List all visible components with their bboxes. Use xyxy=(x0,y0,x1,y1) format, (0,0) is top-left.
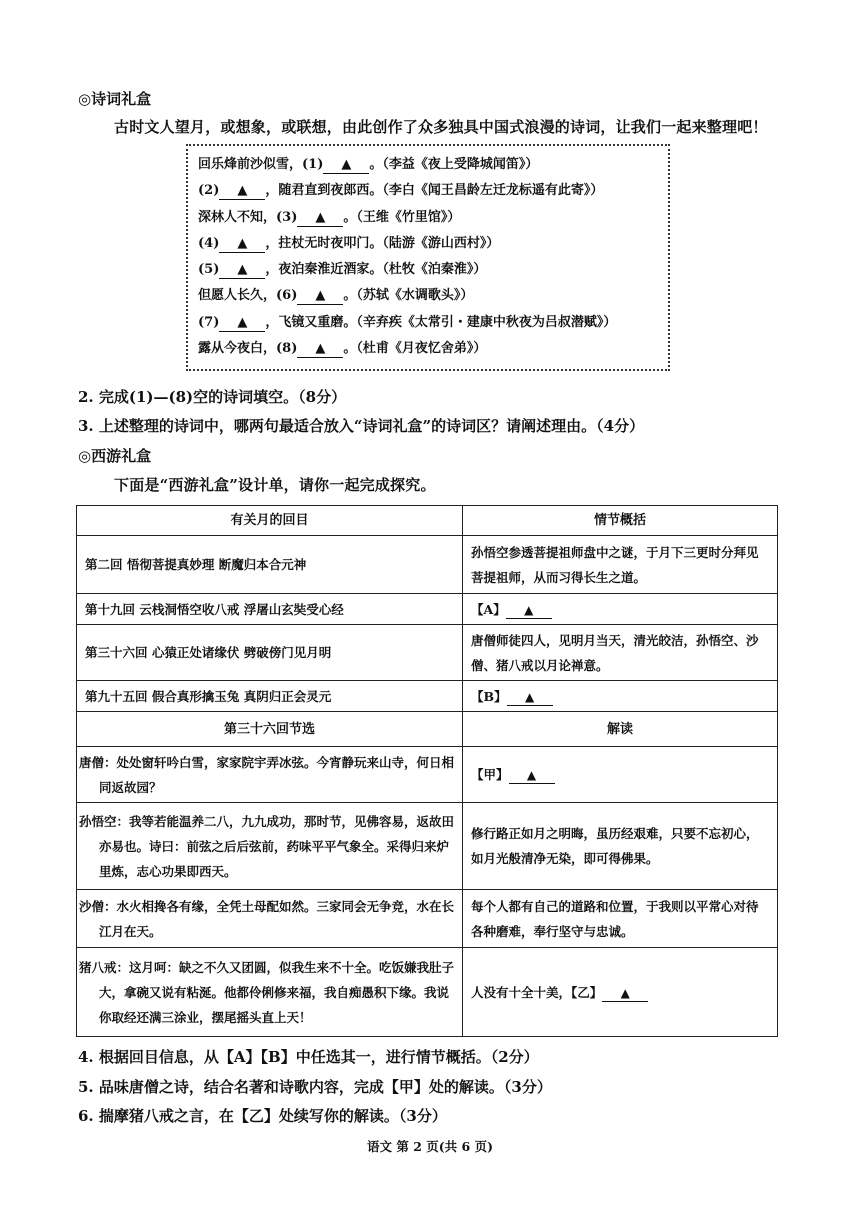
fill-blank[interactable]: ▲ xyxy=(297,288,343,305)
reading-cell: 修行路正如月之明晦，虽历经艰难，只要不忘初心，如月光般清净无染，即可得佛果。 xyxy=(463,803,778,890)
table-row xyxy=(77,890,778,948)
reading-cell: 每个人都有自己的道路和位置，于我则以平常心对待各种磨难，奉行坚守与忠诚。 xyxy=(463,890,778,948)
poem-box xyxy=(186,144,670,371)
excerpt-cell: 孙悟空：我等若能温养二八，九九成功，那时节，见佛容易，返故田亦易也。诗曰：前弦之后后弦前，药味平平气象全。采得归来炉里炼，志心功果即西天。 xyxy=(77,803,463,890)
chapter-cell: 第三十六回 心猿正处诸缘伏 劈破傍门见月明 xyxy=(77,625,463,681)
table-header-row xyxy=(77,506,778,536)
poem-line: 露从今夜白，(8) ▲ 。（杜甫《月夜忆舍弟》） xyxy=(198,341,487,357)
summary-cell[interactable]: 【B】 ▲ xyxy=(463,681,778,712)
fill-blank[interactable]: ▲ xyxy=(219,262,265,279)
page-footer: 语文 第 2 页(共 6 页) xyxy=(367,1139,493,1154)
question-6: 6. 揣摩猪八戒之言，在【乙】处续写你的解读。（3分） xyxy=(78,1107,447,1125)
question-5: 5. 品味唐僧之诗，结合名著和诗歌内容，完成【甲】处的解读。（3分） xyxy=(78,1078,552,1096)
chapter-cell: 第九十五回 假合真形擒玉兔 真阴归正会灵元 xyxy=(77,681,463,712)
question-2: 2. 完成(1)—(8)空的诗词填空。（8分） xyxy=(78,388,347,406)
poem-line: (5) ▲ ，夜泊秦淮近酒家。（杜牧《泊秦淮》） xyxy=(198,262,487,278)
question-3: 3. 上述整理的诗词中，哪两句最适合放入“诗词礼盒”的诗词区？请阐述理由。（4分） xyxy=(78,417,645,435)
summary-cell: 孙悟空参透菩提祖师盘中之谜，于月下三更时分拜见菩提祖师，从而习得长生之道。 xyxy=(463,536,778,594)
summary-cell[interactable]: 【A】 ▲ xyxy=(463,594,778,625)
poem-line: (2) ▲ ，随君直到夜郎西。（李白《闻王昌龄左迁龙标遥有此寄》） xyxy=(198,183,604,199)
section-heading-xiyou: ◎西游礼盒 xyxy=(78,447,152,465)
question-4: 4. 根据回目信息，从【A】【B】中任选其一，进行情节概括。（2分） xyxy=(78,1048,539,1066)
fill-blank[interactable]: ▲ xyxy=(323,157,369,174)
fill-blank[interactable]: ▲ xyxy=(509,767,555,784)
design-table xyxy=(76,505,778,1037)
chapter-cell: 第十九回 云栈洞悟空收八戒 浮屠山玄奘受心经 xyxy=(77,594,463,625)
fill-blank[interactable]: ▲ xyxy=(507,689,553,706)
table-header-cell: 第三十六回节选 xyxy=(77,712,463,747)
fill-blank[interactable]: ▲ xyxy=(506,602,552,619)
fill-blank[interactable]: ▲ xyxy=(297,341,343,358)
poem-line: 但愿人长久，(6) ▲ 。（苏轼《水调歌头》） xyxy=(198,288,474,304)
reading-cell[interactable]: 人没有十全十美，【乙】 ▲ xyxy=(463,948,778,1037)
poem-line: (7) ▲ ，飞镜又重磨。（辛弃疾《太常引・建康中秋夜为吕叔潜赋》） xyxy=(198,314,617,330)
section-heading-poetry: ◎诗词礼盒 xyxy=(78,90,152,108)
table-row xyxy=(77,948,778,1037)
table-header-cell: 解读 xyxy=(463,712,778,747)
table-row xyxy=(77,594,778,625)
section-intro-poetry: 古时文人望月，或想象，或联想，由此创作了众多独具中国式浪漫的诗词，让我们一起来整理吧！ xyxy=(114,118,768,136)
chapter-cell: 第二回 悟彻菩提真妙理 断魔归本合元神 xyxy=(77,536,463,594)
table-row xyxy=(77,625,778,681)
fill-blank[interactable]: ▲ xyxy=(602,985,648,1002)
excerpt-cell: 猪八戒：这月呵：缺之不久又团圆，似我生来不十全。吃饭嫌我肚子大，拿碗又说有粘涎。他都伶俐修来福，我自痴愚积下缘。我说你取经还满三涂业，摆尾摇头直上天！ xyxy=(77,948,463,1037)
table-header-row xyxy=(77,712,778,747)
fill-blank[interactable]: ▲ xyxy=(219,183,265,200)
table-row xyxy=(77,681,778,712)
fill-blank[interactable]: ▲ xyxy=(297,210,343,227)
fill-blank[interactable]: ▲ xyxy=(219,315,265,332)
fill-blank[interactable]: ▲ xyxy=(219,236,265,253)
table-row xyxy=(77,747,778,803)
table-row xyxy=(77,536,778,594)
summary-cell: 唐僧师徒四人，见明月当天，清光皎洁，孙悟空、沙僧、猪八戒以月论禅意。 xyxy=(463,625,778,681)
poem-line: 回乐烽前沙似雪，(1) ▲ 。（李益《夜上受降城闻笛》） xyxy=(198,157,539,172)
excerpt-cell: 唐僧：处处窗轩吟白雪，家家院宇弄冰弦。今宵静玩来山寺，何日相同返故园？ xyxy=(77,747,463,803)
section-intro-xiyou: 下面是“西游礼盒”设计单，请你一起完成探究。 xyxy=(114,476,436,494)
table-header-cell: 有关月的回目 xyxy=(77,506,463,536)
reading-cell[interactable]: 【甲】 ▲ xyxy=(463,747,778,803)
poem-line: (4) ▲ ，拄杖无时夜叩门。（陆游《游山西村》） xyxy=(198,235,500,251)
excerpt-cell: 沙僧：水火相搀各有缘，全凭土母配如然。三家同会无争竞，水在长江月在天。 xyxy=(77,890,463,948)
poem-line: 深林人不知，(3) ▲ 。（王维《竹里馆》） xyxy=(198,209,461,225)
table-header-cell: 情节概括 xyxy=(463,506,778,536)
table-row xyxy=(77,803,778,890)
